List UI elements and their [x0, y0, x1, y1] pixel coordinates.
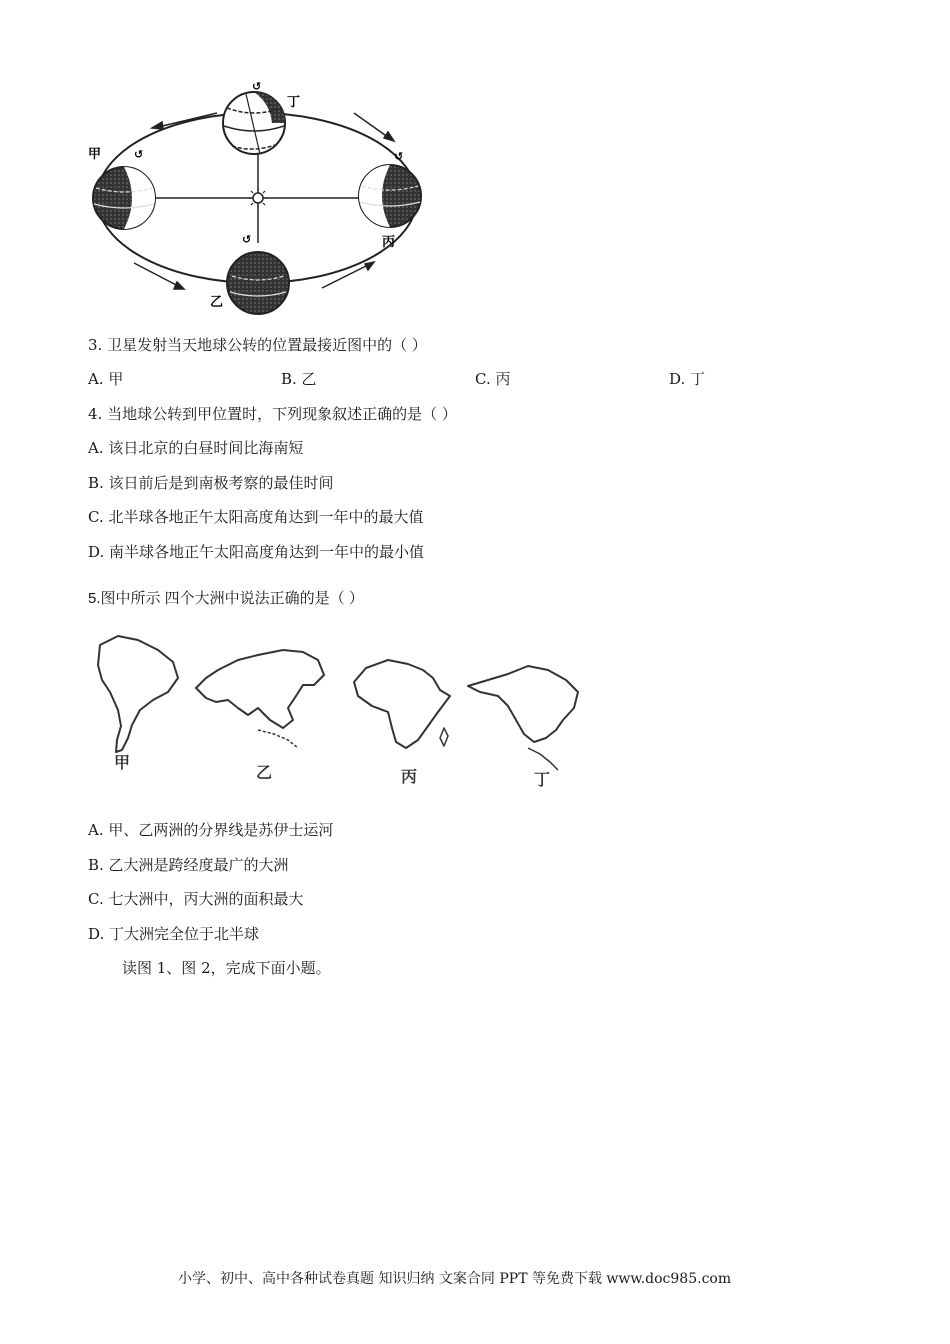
- eurasia-outline: [196, 650, 324, 728]
- q4-stem: 4. 当地球公转到甲位置时，下列现象叙述正确的是（ ）: [88, 405, 457, 423]
- continent-label-ding: 丁: [534, 770, 551, 789]
- svg-text:↺: ↺: [394, 150, 404, 163]
- label-yi: 乙: [210, 295, 224, 310]
- q5-option-b: B. 乙大洲是跨经度最广的大洲: [88, 856, 289, 874]
- q3-stem: 3. 卫星发射当天地球公转的位置最接近图中的（ ）: [88, 336, 427, 354]
- q4-option-b: B. 该日前后是到南极考察的最佳时间: [88, 474, 334, 492]
- svg-text:↺: ↺: [242, 233, 252, 246]
- q5-option-d: D. 丁大洲完全位于北半球: [88, 925, 260, 943]
- earth-orbit-figure: [82, 78, 427, 323]
- continent-label-jia: 甲: [114, 753, 131, 772]
- continents-figure: [88, 630, 588, 795]
- earth-position-ding: [223, 80, 285, 154]
- page-footer: 小学、初中、高中各种试卷真题 知识归纳 文案合同 PPT 等免费下载 www.doc985.com: [178, 1271, 732, 1287]
- north-america-outline: [468, 666, 578, 742]
- q5-option-c: C. 七大洲中，丙大洲的面积最大: [88, 890, 304, 908]
- q4-option-c: C. 北半球各地正午太阳高度角达到一年中的最大值: [88, 508, 424, 526]
- africa-outline: [354, 660, 450, 748]
- continent-label-bing: 丙: [401, 767, 418, 786]
- label-ding: 丁: [287, 95, 301, 110]
- label-jia: 甲: [88, 147, 102, 162]
- q3-option-c: C. 丙: [475, 370, 511, 388]
- q3-option-d: D. 丁: [669, 370, 706, 388]
- q3-option-b: B. 乙: [281, 370, 317, 388]
- earth-position-bing: [359, 150, 421, 227]
- q3-option-a: A. 甲: [88, 370, 124, 388]
- svg-text:↺: ↺: [134, 148, 144, 161]
- sun-icon: [248, 188, 268, 208]
- q5-option-a: A. 甲、乙两洲的分界线是苏伊士运河: [88, 821, 334, 839]
- label-bing: 丙: [382, 235, 396, 250]
- svg-text:↺: ↺: [252, 80, 262, 93]
- continent-label-yi: 乙: [256, 763, 273, 782]
- instruction-text: 读图 1、图 2，完成下面小题。: [122, 959, 331, 977]
- q4-option-a: A. 该日北京的白昼时间比海南短: [88, 439, 304, 457]
- south-america-outline: [98, 636, 178, 752]
- q4-option-d: D. 南半球各地正午太阳高度角达到一年中的最小值: [88, 543, 425, 561]
- earth-position-yi: [227, 233, 289, 314]
- earth-position-jia: [93, 148, 155, 229]
- q5-stem: 5.图中所示 四个大洲中说法正确的是（ ）: [88, 590, 364, 607]
